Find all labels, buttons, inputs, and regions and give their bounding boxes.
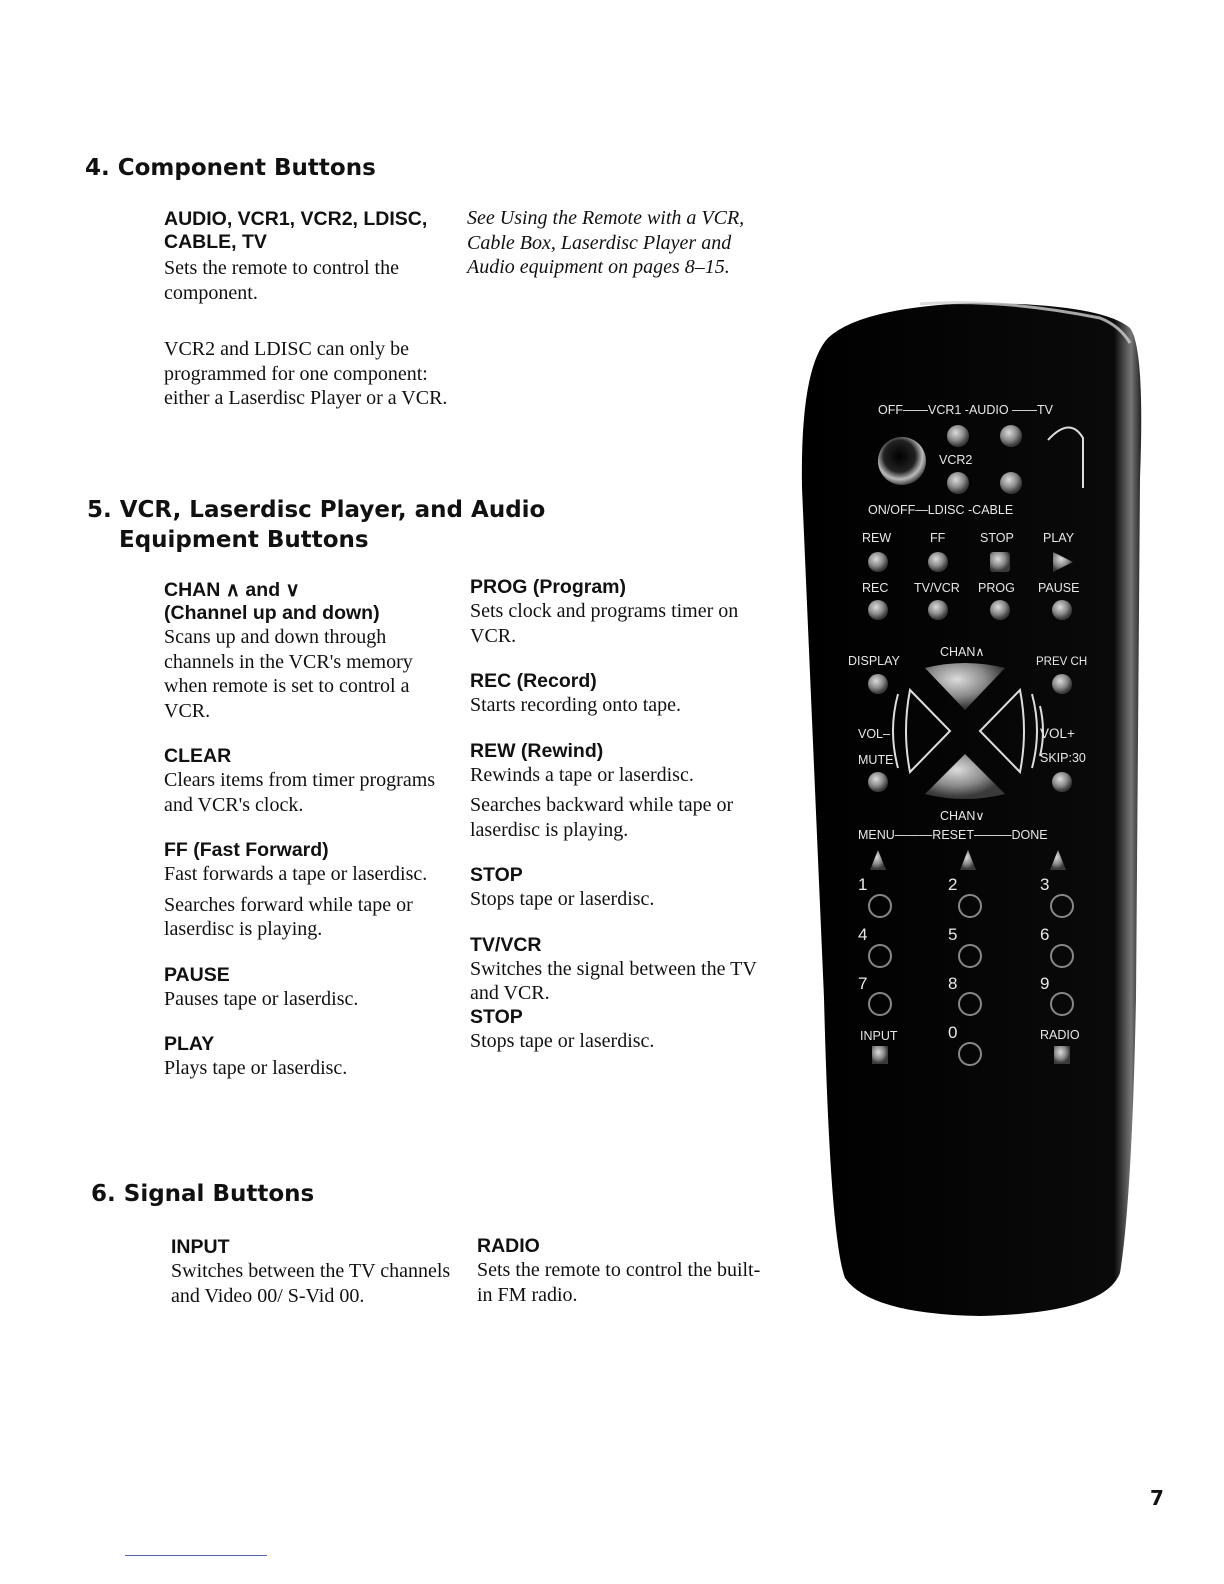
term-stop: STOP [470, 864, 523, 886]
label-vol-minus: VOL– [858, 727, 890, 741]
digit-8: 8 [948, 974, 958, 993]
term-radio: RADIO [477, 1235, 540, 1257]
desc-rew-2: Searches backward while tape or laserdisc is playing. [470, 794, 734, 841]
label-rew: REW [862, 531, 892, 545]
label-chan-down: CHAN∨ [940, 809, 985, 823]
label-tvvcr: TV/VCR [914, 581, 960, 595]
component-buttons-desc: Sets the remote to control the component. [164, 257, 399, 304]
digit-3: 3 [1040, 875, 1050, 894]
label-chan-up: CHAN∧ [940, 645, 985, 659]
section-6-radio [477, 1235, 767, 1307]
pause-button [1052, 600, 1072, 620]
desc-prog: Sets clock and programs timer on VCR. [470, 600, 739, 647]
desc-rec: Starts recording onto tape. [470, 694, 682, 716]
vcr2-ldisc-note: VCR2 and LDISC can only be programmed for one component: either a Laserdisc Player or a VCR. [164, 338, 448, 409]
section-5-title-line2: Equipment Buttons [119, 527, 369, 553]
component-buttons-term: AUDIO, VCR1, VCR2, LDISC, CABLE, TV [164, 208, 428, 253]
term-tvvcr: TV/VCR [470, 933, 542, 956]
term-stop-2: STOP [470, 1005, 523, 1028]
label-prog: PROG [978, 581, 1015, 595]
section-5-title [87, 495, 607, 555]
power-button [878, 437, 926, 485]
desc-tvvcr: Switches the signal between the TV and VCR. [470, 957, 757, 1004]
label-skip: SKIP:30 [1040, 751, 1086, 765]
label-pause: PAUSE [1038, 581, 1080, 595]
digit-9: 9 [1040, 974, 1050, 993]
term-input: INPUT [171, 1236, 230, 1258]
desc-stop-2: Stops tape or laserdisc. [470, 1029, 655, 1052]
digit-5: 5 [948, 925, 958, 944]
label-vcr2: VCR2 [939, 453, 973, 467]
desc-radio: Sets the remote to control the built-in FM radio. [477, 1259, 761, 1306]
section-4-left [164, 208, 454, 411]
desc-clear: Clears items from timer programs and VCR's clock. [164, 769, 436, 816]
desc-play: Plays tape or laserdisc. [164, 1057, 348, 1079]
skip-button [1052, 772, 1072, 792]
audio-button [1000, 425, 1022, 447]
rew-button [868, 552, 888, 572]
remote-control-illustration [800, 298, 1152, 1320]
label-rec: REC [862, 581, 889, 595]
prev-ch-button [1052, 674, 1072, 694]
desc-chan: Scans up and down through channels in the VCR's memory when remote is set to control a VCR. [164, 626, 413, 722]
section-6-title: 6. Signal Buttons [91, 1181, 315, 1207]
mute-button [868, 772, 888, 792]
section-6-input [171, 1236, 451, 1308]
remote-svg [800, 298, 1152, 1320]
input-button [872, 1046, 888, 1064]
desc-ff-2: Searches forward while tape or laserdisc is playing. [164, 893, 413, 940]
vcr1-button [947, 425, 969, 447]
term-play: PLAY [164, 1033, 215, 1055]
desc-ff: Fast forwards a tape or laserdisc. [164, 863, 428, 885]
section-5-right-column [470, 576, 760, 1053]
desc-stop: Stops tape or laserdisc. [470, 888, 655, 910]
tvvcr-button [928, 600, 948, 620]
label-power-row: OFF——VCR1 -AUDIO ——TV [878, 403, 1054, 417]
label-onoff-row: ON/OFF—LDISC -CABLE [868, 503, 1014, 517]
desc-pause: Pauses tape or laserdisc. [164, 987, 359, 1010]
label-menu-row: MENU———RESET———DONE [858, 828, 1048, 842]
ff-button [928, 552, 948, 572]
page-number: 7 [1150, 1486, 1164, 1510]
display-button [868, 674, 888, 694]
term-rec: REC (Record) [470, 670, 597, 692]
label-vol-plus: VOL+ [1040, 726, 1075, 741]
label-display: DISPLAY [848, 654, 900, 668]
section-5-left-column [164, 579, 454, 1081]
ldisc-button [947, 472, 969, 494]
term-prog: PROG (Program) [470, 576, 627, 598]
rec-button [868, 600, 888, 620]
digit-1: 1 [858, 875, 868, 894]
prog-button [990, 600, 1010, 620]
term-clear: CLEAR [164, 745, 232, 767]
digit-0: 0 [948, 1023, 958, 1042]
label-prev-ch: PREV CH [1036, 656, 1088, 668]
section-4-title: 4. Component Buttons [85, 155, 376, 181]
see-also-note: See Using the Remote with a VCR, Cable Box, Laserdisc Player and Audio equipment on pages 8–15. [467, 207, 745, 278]
term-ff: FF (Fast Forward) [164, 839, 329, 861]
label-radio: RADIO [1040, 1028, 1080, 1042]
digit-2: 2 [948, 875, 958, 894]
digit-4: 4 [858, 925, 868, 944]
label-play: PLAY [1043, 531, 1075, 545]
term-pause: PAUSE [164, 963, 230, 986]
desc-rew: Rewinds a tape or laserdisc. [470, 763, 694, 786]
cable-button [1000, 472, 1022, 494]
section-5-title-line1: 5. VCR, Laserdisc Player, and Audio [87, 497, 546, 523]
digit-6: 6 [1040, 925, 1050, 944]
label-stop: STOP [980, 531, 1014, 545]
term-chan: CHAN ∧ and ∨ [164, 579, 300, 601]
label-ff: FF [930, 531, 946, 545]
label-input: INPUT [860, 1029, 898, 1043]
stop-button [990, 552, 1010, 572]
desc-input: Switches between the TV channels and Video 00/ S-Vid 00. [171, 1260, 451, 1307]
term-rew: REW (Rewind) [470, 739, 604, 762]
digit-7: 7 [858, 974, 868, 993]
radio-button [1054, 1046, 1070, 1064]
footer-rule [125, 1555, 267, 1556]
label-mute: MUTE [858, 753, 894, 767]
term-chan-sub: (Channel up and down) [164, 602, 380, 624]
